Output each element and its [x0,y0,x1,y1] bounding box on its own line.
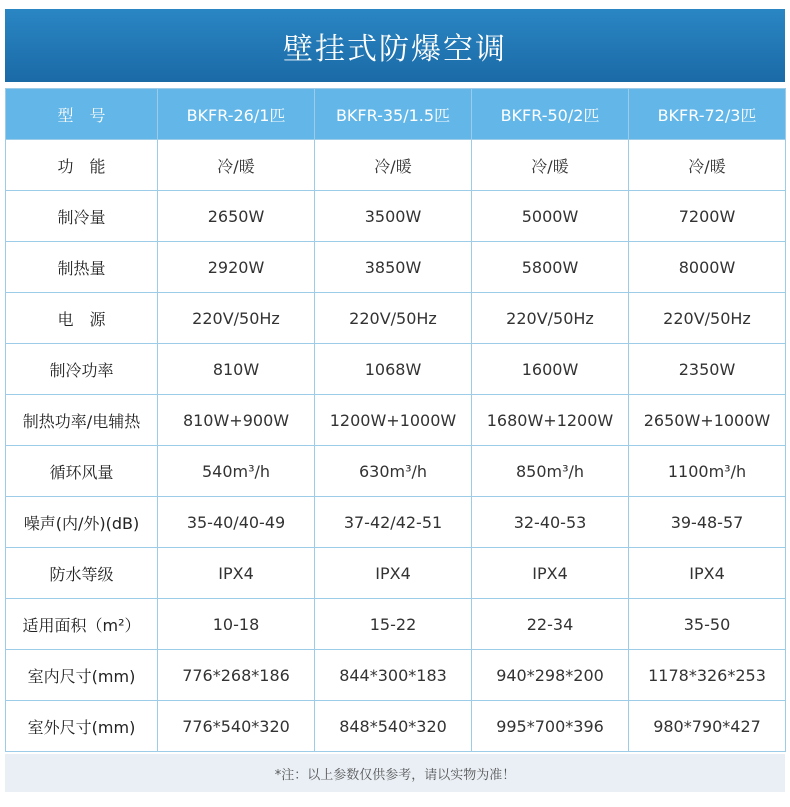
cell-value: 850m³/h [472,446,629,497]
cell-value: 10-18 [158,599,315,650]
cell-value: 1680W+1200W [472,395,629,446]
cell-value: 220V/50Hz [315,293,472,344]
table-row [6,497,786,548]
table-row [6,293,786,344]
cell-value: IPX4 [158,548,315,599]
cell-value: 810W [158,344,315,395]
cell-value: 2650W+1000W [629,395,786,446]
cell-value: 220V/50Hz [629,293,786,344]
spec-table [5,88,786,752]
cell-value: 冷/暖 [629,140,786,191]
cell-value: 32-40-53 [472,497,629,548]
row-label: 适用面积（m²） [6,599,158,650]
cell-value: 39-48-57 [629,497,786,548]
cell-value: 2350W [629,344,786,395]
cell-value: 22-34 [472,599,629,650]
row-label: 室外尺寸(mm) [6,701,158,752]
model-name: BKFR-26/1匹 [158,89,315,140]
cell-value: IPX4 [315,548,472,599]
cell-value: 5800W [472,242,629,293]
row-label: 制热功率/电辅热 [6,395,158,446]
row-label: 制冷功率 [6,344,158,395]
cell-value: 3850W [315,242,472,293]
cell-value: 3500W [315,191,472,242]
header-label: 型 号 [6,89,158,140]
table-row [6,701,786,752]
table-row [6,395,786,446]
table-row [6,191,786,242]
model-name: BKFR-50/2匹 [472,89,629,140]
model-name: BKFR-72/3匹 [629,89,786,140]
row-label: 噪声(内/外)(dB) [6,497,158,548]
cell-value: 8000W [629,242,786,293]
table-row [6,344,786,395]
row-label: 制冷量 [6,191,158,242]
title-banner [5,9,785,82]
row-label: 功 能 [6,140,158,191]
cell-value: 7200W [629,191,786,242]
row-label: 防水等级 [6,548,158,599]
cell-value: 980*790*427 [629,701,786,752]
table-row [6,650,786,701]
cell-value: 1178*326*253 [629,650,786,701]
table-row [6,548,786,599]
cell-value: 冷/暖 [315,140,472,191]
cell-value: 2650W [158,191,315,242]
row-label: 循环风量 [6,446,158,497]
cell-value: 220V/50Hz [472,293,629,344]
note-text: *注：以上参数仅供参考，请以实物为准！ [274,767,516,783]
cell-value: 810W+900W [158,395,315,446]
page-title: 壁挂式防爆空调 [283,31,507,67]
cell-value: 37-42/42-51 [315,497,472,548]
cell-value: 1200W+1000W [315,395,472,446]
cell-value: 776*268*186 [158,650,315,701]
cell-value: 1100m³/h [629,446,786,497]
table-row [6,140,786,191]
row-label: 室内尺寸(mm) [6,650,158,701]
cell-value: 1068W [315,344,472,395]
table-row [6,599,786,650]
model-name: BKFR-35/1.5匹 [315,89,472,140]
cell-value: 540m³/h [158,446,315,497]
cell-value: 35-50 [629,599,786,650]
cell-value: 2920W [158,242,315,293]
row-label: 电 源 [6,293,158,344]
cell-value: 15-22 [315,599,472,650]
cell-value: 冷/暖 [158,140,315,191]
cell-value: 5000W [472,191,629,242]
table-row [6,242,786,293]
disclaimer-note [5,754,785,792]
header-row [6,89,786,140]
cell-value: IPX4 [472,548,629,599]
cell-value: 1600W [472,344,629,395]
cell-value: 冷/暖 [472,140,629,191]
cell-value: 630m³/h [315,446,472,497]
row-label: 制热量 [6,242,158,293]
cell-value: IPX4 [629,548,786,599]
cell-value: 776*540*320 [158,701,315,752]
cell-value: 844*300*183 [315,650,472,701]
cell-value: 995*700*396 [472,701,629,752]
cell-value: 848*540*320 [315,701,472,752]
table-row [6,446,786,497]
cell-value: 35-40/40-49 [158,497,315,548]
cell-value: 220V/50Hz [158,293,315,344]
cell-value: 940*298*200 [472,650,629,701]
